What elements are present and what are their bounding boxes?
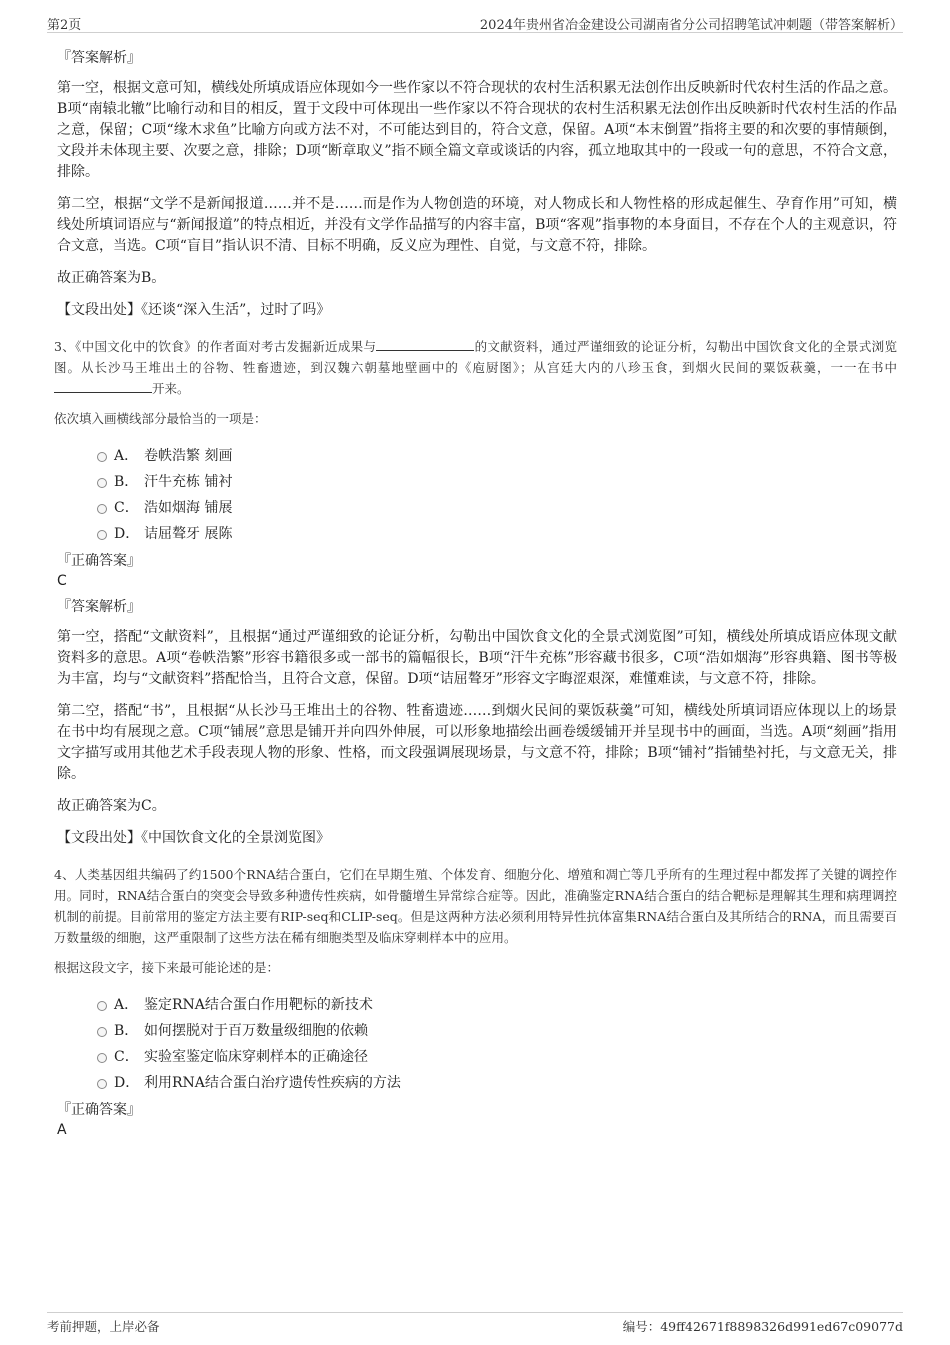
correct-answer: A: [57, 1122, 67, 1138]
option-a[interactable]: [97, 443, 897, 469]
radio-icon[interactable]: [97, 1079, 107, 1089]
option-letter: A．: [114, 997, 139, 1013]
document-title: 2024年贵州省冶金建设公司湖南省分公司招聘笔试冲刺题（带答案解析）: [479, 18, 903, 33]
analysis-paragraph: 第一空，搭配“文献资料”，且根据“通过严谨细致的论证分析，勾勒出中国饮食文化的全景式浏览图”可知，横线处所填成语应体现文献资料多的意思。A项“卷帙浩繁”形容书籍很多或一部书的篇幅很长，B项“汗牛充栋”形容藏书很多，C项“浩如烟海”形容典籍、图书等极为丰富，均与“文献资料”搭配恰当，且符合文意，保留。D项“诘屈聱牙”形容文字晦涩艰深，难懂难读，与文意不符，排除。: [57, 629, 897, 687]
fill-blank: [376, 336, 474, 351]
analysis-label: 『答案解析』: [57, 599, 141, 615]
option-text: 汗牛充栋 铺衬: [144, 474, 233, 490]
page-content: [54, 44, 897, 1146]
option-a[interactable]: [97, 992, 897, 1018]
correct-answer: C: [57, 573, 67, 589]
question-4-options: [97, 992, 897, 1096]
option-letter: C．: [114, 1049, 139, 1065]
option-letter: D．: [114, 526, 140, 542]
radio-icon[interactable]: [97, 452, 107, 462]
option-text: 诘屈聱牙 展陈: [144, 526, 233, 542]
question-3-options: [97, 443, 897, 547]
option-text: 如何摆脱对于百万数量级细胞的依赖: [144, 1023, 368, 1039]
analysis-paragraph: 第一空，根据文意可知，横线处所填成语应体现如今一些作家以不符合现状的农村生活积累无法创作出反映新时代农村生活的作品之意。B项“南辕北辙”比喻行动和目的相反，置于文段中可体现出一些作家以不符合现状的农村生活积累无法创作出反映新时代农村生活的作品之意，保留；C项“缘木求鱼”比喻方向或方法不对，不可能达到目的，符合文意，保留。A项“本末倒置”指将主要的和次要的事情颠倒，文段并未体现主要、次要之意，排除；D项“断章取义”指不顾全篇文章或谈话的内容，孤立地取其中的一段或一句的意思，不符合文意，排除。: [57, 80, 897, 180]
footer-slogan: 考前押题，上岸必备: [47, 1319, 160, 1334]
analysis-paragraph: 第二空，根据“文学不是新闻报道……并不是……而是作为人物创造的环境，对人物成长和人物性格的形成起催生、孕育作用”可知，横线处所填词语应与“新闻报道”的特点相近，并没有文学作品描写的内容丰富，B项“客观”指事物的本身面目，不存在个人的主观意识，符合文意，当选。C项“盲目”指认识不清、目标不明确，反义应为理性、自觉，与文意不符，排除。: [57, 196, 897, 254]
option-letter: A．: [114, 448, 139, 464]
radio-icon[interactable]: [97, 504, 107, 514]
passage-source: 【文段出处】《中国饮食文化的全景浏览图》: [57, 830, 330, 846]
option-b[interactable]: [97, 469, 897, 495]
page-footer: [47, 1312, 903, 1333]
option-letter: C．: [114, 500, 139, 516]
document-id: 编号：49ff42671f8898326d991ed67c09077d: [622, 1319, 903, 1334]
option-text: 实验室鉴定临床穿刺样本的正确途径: [144, 1049, 368, 1065]
option-text: 利用RNA结合蛋白治疗遗传性疾病的方法: [144, 1075, 401, 1091]
answer-conclusion: 故正确答案为B。: [57, 270, 166, 286]
radio-icon[interactable]: [97, 530, 107, 540]
fill-blank: [54, 378, 152, 393]
option-text: 浩如烟海 铺展: [144, 500, 233, 516]
option-text: 卷帙浩繁 刻画: [144, 448, 233, 464]
radio-icon[interactable]: [97, 1001, 107, 1011]
question-prompt: 根据这段文字，接下来最可能论述的是：: [54, 960, 280, 975]
page-number: 第2页: [47, 18, 82, 33]
option-c[interactable]: [97, 495, 897, 521]
option-text: 鉴定RNA结合蛋白作用靶标的新技术: [144, 997, 373, 1013]
answer-conclusion: 故正确答案为C。: [57, 798, 166, 814]
analysis-paragraph: 第二空，搭配“书”，且根据“从长沙马王堆出土的谷物、牲畜遗迹……到烟火民间的粟饭萩羹”可知，横线处所填词语应体现以上的场景在书中均有展现之意。C项“铺展”意思是铺开并向四外伸展，可以形象地描绘出画卷缓缓铺开并呈现书中的画面，当选。A项“刻画”指用文字描写或用其他艺术手段表现人物的形象、性格，而文段强调展现场景，与文意不符，排除；B项“铺衬”指铺垫衬托，与文意无关，排除。: [57, 703, 897, 782]
analysis-label: 『答案解析』: [57, 50, 141, 66]
question-prompt: 依次填入画横线部分最恰当的一项是：: [54, 411, 267, 426]
option-b[interactable]: [97, 1018, 897, 1044]
question-text-part: 3、《中国文化中的饮食》的作者面对考古发掘新近成果与: [54, 339, 377, 354]
option-c[interactable]: [97, 1044, 897, 1070]
radio-icon[interactable]: [97, 1027, 107, 1037]
option-letter: D．: [114, 1075, 140, 1091]
radio-icon[interactable]: [97, 1053, 107, 1063]
question-3-text: [54, 336, 897, 399]
correct-answer-label: 『正确答案』: [57, 553, 141, 569]
option-d[interactable]: [97, 521, 897, 547]
question-text-part: 开来。: [152, 381, 190, 396]
option-d[interactable]: [97, 1070, 897, 1096]
page-header: [47, 12, 903, 33]
option-letter: B．: [114, 1023, 139, 1039]
radio-icon[interactable]: [97, 478, 107, 488]
question-4-text: 4、人类基因组共编码了约1500个RNA结合蛋白，它们在早期生殖、个体发育、细胞分化、增殖和凋亡等几乎所有的生理过程中都发挥了关键的调控作用。同时，RNA结合蛋白的突变会导致多种遗传性疾病，如骨髓增生异常综合症等。因此，准确鉴定RNA结合蛋白的结合靶标是理解其生理和病理调控机制的前提。目前常用的鉴定方法主要有RIP-seq和CLIP-seq。但是这两种方法必须利用特异性抗体富集RNA结合蛋白及其所结合的RNA，而且需要百万数量级的细胞，这严重限制了这些方法在稀有细胞类型及临床穿刺样本中的应用。: [54, 867, 897, 945]
correct-answer-label: 『正确答案』: [57, 1102, 141, 1118]
option-letter: B．: [114, 474, 139, 490]
question-text-part: 的文献资料，通过严谨细致的论证分析，勾勒出中国饮食文化的全景式浏览图。从长沙马王堆出土的谷物、牲畜遗迹，到汉魏六朝墓地壁画中的《庖厨图》；从宫廷大内的八珍玉食，到烟火民间的粟饭萩羹，一一在书中: [54, 339, 897, 375]
passage-source: 【文段出处】《还谈“深入生活”，过时了吗》: [57, 302, 331, 318]
